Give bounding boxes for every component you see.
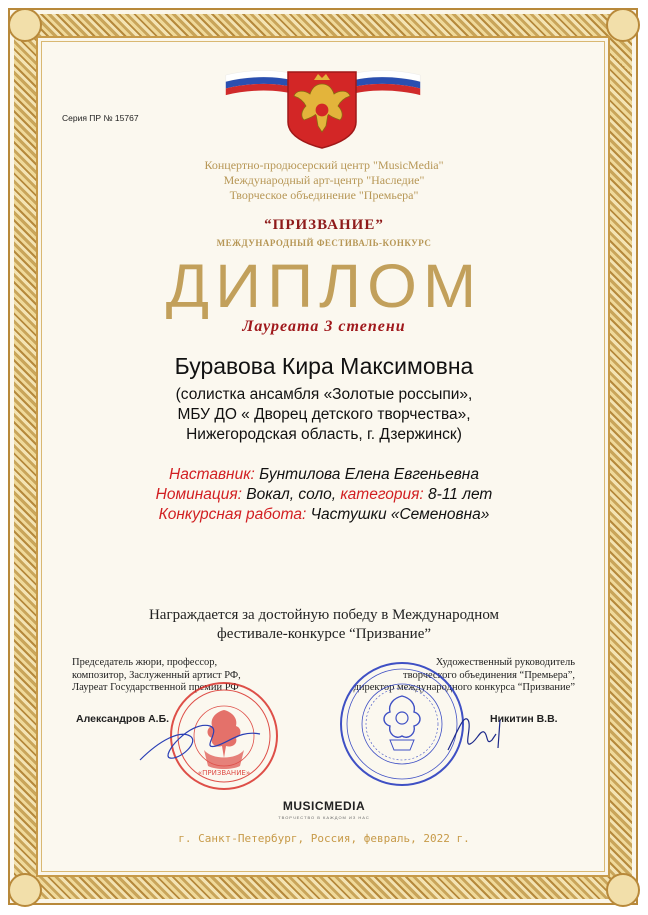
document-title: ДИПЛОМ: [165, 251, 483, 321]
corner-ornament: [606, 8, 640, 42]
award-text-line: фестивале-конкурсе “Призвание”: [216, 626, 432, 642]
work-value: Частушки «Семеновна»: [310, 506, 490, 523]
right-signatory-name: Никитин В.В.: [490, 713, 558, 725]
signatory-title-line: Художественный руководитель: [435, 657, 575, 668]
nomination-line: [0, 486, 648, 504]
signatory-title-line: творческого объединения “Премьера”,: [403, 669, 575, 681]
series-number: Серия ПР № 15767: [62, 113, 139, 123]
recipient-info-line: (солистка ансамбля «Золотые россыпи»,: [175, 386, 473, 403]
left-signatory-name: Александров А.Б.: [76, 713, 170, 725]
corner-ornament: [8, 873, 42, 907]
work-label: Конкурсная работа:: [158, 506, 307, 523]
corner-ornament: [8, 8, 42, 42]
brand-subtitle: ТВОРЧЕСТВО В КАЖДОМ ИЗ НАС: [278, 815, 370, 820]
signatory-title-line: Председатель жюри, профессор,: [72, 657, 218, 668]
organizer-line: Международный арт-центр "Наследие": [223, 173, 425, 187]
nomination-value: Вокал, соло,: [246, 486, 337, 503]
laureate-degree: Лауреата 3 степени: [242, 318, 406, 335]
signatory-title-line: композитор, Заслуженный артист РФ,: [72, 669, 241, 681]
place-date: г. Санкт-Петербург, Россия, февраль, 2022 г.: [178, 832, 470, 845]
left-signature: [130, 700, 270, 780]
festival-type: МЕЖДУНАРОДНЫЙ ФЕСТИВАЛЬ-КОНКУРС: [216, 238, 432, 248]
coat-of-arms-icon: [286, 70, 358, 150]
right-signature: [440, 700, 530, 760]
work-line: [0, 506, 648, 524]
recipient-info-line: МБУ ДО « Дворец детского творчества»,: [177, 406, 471, 423]
award-text-line: Награждается за достойную победу в Международном: [148, 607, 500, 623]
category-label: категория:: [340, 486, 424, 503]
corner-ornament: [606, 873, 640, 907]
festival-name: “ПРИЗВАНИЕ”: [264, 217, 384, 233]
brand-logo: MUSICMEDIA: [282, 799, 366, 813]
recipient-info-line: Нижегородская область, г. Дзержинск): [186, 426, 462, 443]
mentor-line: [0, 466, 648, 484]
mentor-label: Наставник:: [169, 466, 255, 483]
organizer-line: Концертно-продюсерский центр "MusicMedia": [204, 158, 444, 172]
recipient-name: Буравова Кира Максимовна: [174, 353, 474, 379]
signatory-title-line: директор международного конкурса “Призвание”: [353, 682, 575, 693]
category-value: 8-11 лет: [428, 486, 493, 503]
mentor-value: Бунтилова Елена Евгеньевна: [259, 466, 479, 483]
nomination-label: Номинация:: [155, 486, 242, 503]
organizer-line: Творческое объединение "Премьера": [229, 188, 419, 202]
signatory-title-line: Лауреат Государственной премии РФ: [72, 682, 239, 693]
stamp-text: «ПРИЗВАНИЕ»: [197, 769, 251, 777]
